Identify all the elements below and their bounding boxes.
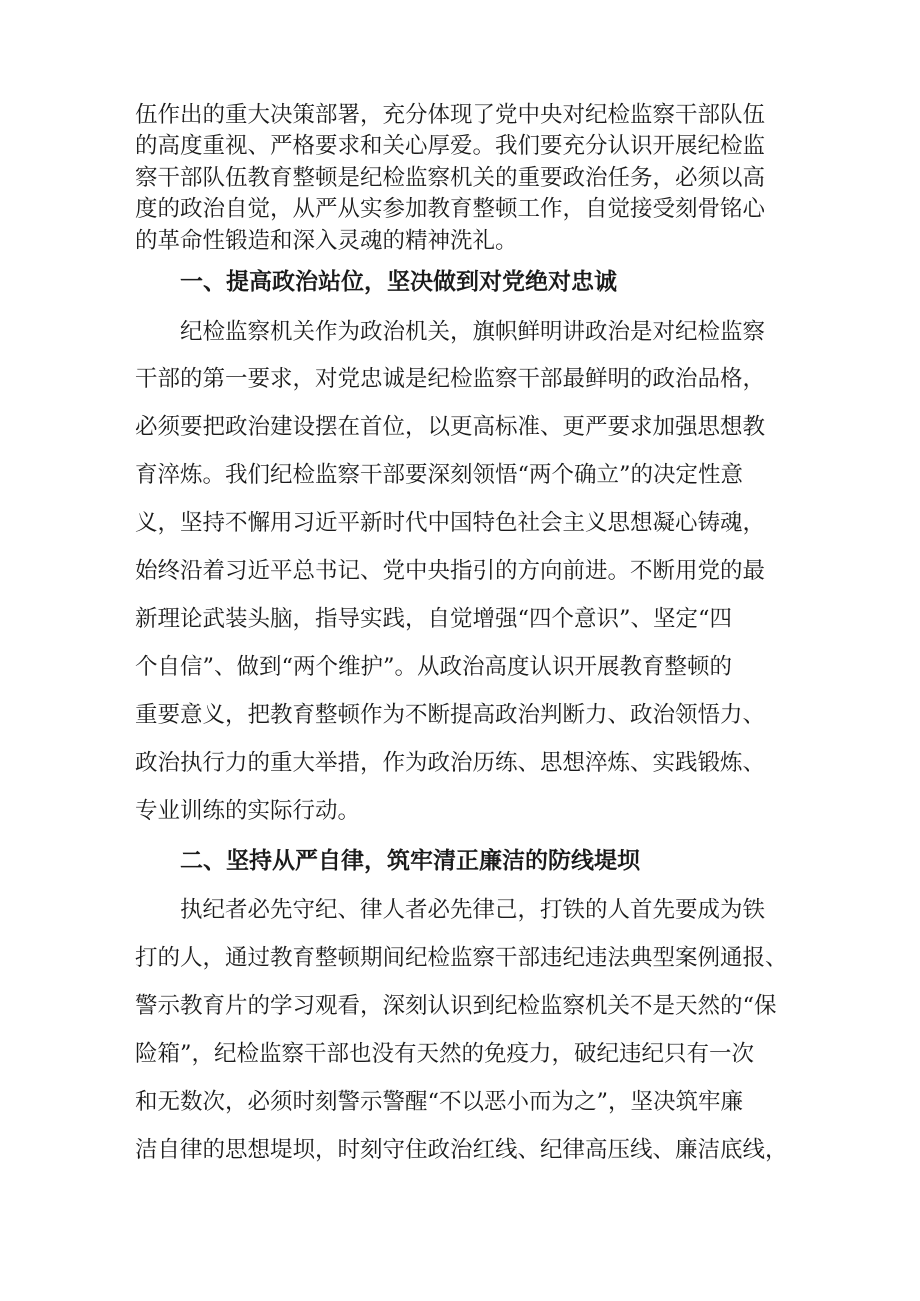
paragraph-line: 执纪者必先守纪、律人者必先律己，打铁的人首先要成为铁 <box>180 897 766 923</box>
paragraph-line: 警示教育片的学习观看，深刻认识到纪检监察机关不是天然的“保 <box>135 993 777 1019</box>
intro-line: 的革命性锻造和深入灵魂的精神洗礼。 <box>135 228 518 254</box>
paragraph-line: 义，坚持不懈用习近平新时代中国特色社会主义思想凝心铸魂， <box>135 510 766 536</box>
paragraph-line: 干部的第一要求，对党忠诚是纪检监察干部最鲜明的政治品格， <box>135 366 766 392</box>
intro-line: 伍作出的重大决策部署，充分体现了党中央对纪检监察干部队伍 <box>135 102 766 128</box>
paragraph-line: 新理论武装头脑，指导实践，自觉增强“四个意识”、坚定“四 <box>135 606 733 632</box>
paragraph-line: 育淬炼。我们纪检监察干部要深刻领悟“两个确立”的决定性意 <box>135 462 744 488</box>
paragraph-line: 专业训练的实际行动。 <box>135 798 361 824</box>
paragraph-line: 和无数次，必须时刻警示警醒“不以恶小而为之”，坚决筑牢廉 <box>135 1089 744 1115</box>
section-heading-1: 一、提高政治站位，坚决做到对党绝对忠诚 <box>180 269 617 295</box>
intro-line: 的高度重视、严格要求和关心厚爱。我们要充分认识开展纪检监 <box>135 133 766 159</box>
paragraph-line: 纪检监察机关作为政治机关，旗帜鲜明讲政治是对纪检监察 <box>180 319 766 345</box>
section-heading-2: 二、坚持从严自律，筑牢清正廉洁的防线堤坝 <box>180 848 640 874</box>
paragraph-line: 必须要把政治建设摆在首位，以更高标准、更严要求加强思想教 <box>135 414 766 440</box>
intro-line: 察干部队伍教育整顿是纪检监察机关的重要政治任务，必须以高 <box>135 165 766 191</box>
paragraph-line: 打的人，通过教育整顿期间纪检监察干部违纪违法典型案例通报、 <box>135 945 788 971</box>
paragraph-line: 个自信”、做到“两个维护”。从政治高度认识开展教育整顿的 <box>135 654 733 680</box>
paragraph-line: 始终沿着习近平总书记、党中央指引的方向前进。不断用党的最 <box>135 558 766 584</box>
paragraph-line: 政治执行力的重大举措，作为政治历练、思想淬炼、实践锻炼、 <box>135 750 766 776</box>
paragraph-line: 重要意义，把教育整顿作为不断提高政治判断力、政治领悟力、 <box>135 702 766 728</box>
paragraph-line: 险箱”，纪检监察干部也没有天然的免疫力，破纪违纪只有一次 <box>135 1041 755 1067</box>
intro-line: 度的政治自觉，从严从实参加教育整顿工作，自觉接受刻骨铭心 <box>135 196 766 222</box>
paragraph-line: 洁自律的思想堤坝，时刻守住政治红线、纪律高压线、廉洁底线， <box>135 1137 788 1163</box>
